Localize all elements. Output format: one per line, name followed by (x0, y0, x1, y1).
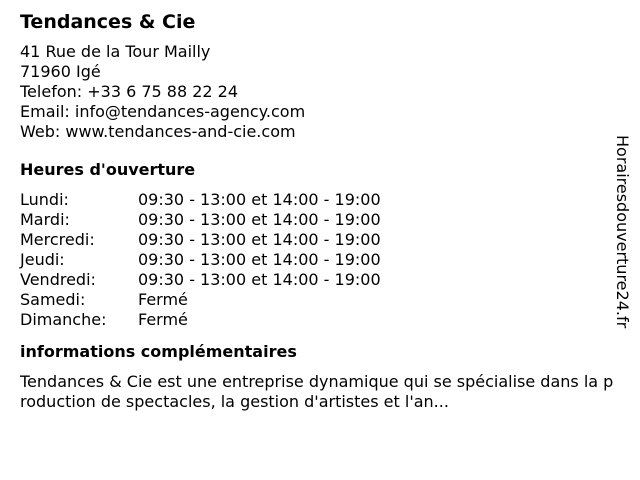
day-hours: 09:30 - 13:00 et 14:00 - 19:00 (138, 270, 381, 289)
hours-row-jeudi (20, 250, 381, 270)
business-card (20, 10, 616, 412)
day-hours: 09:30 - 13:00 et 14:00 - 19:00 (138, 190, 381, 209)
additional-info-heading: informations complémentaires (20, 342, 297, 361)
hours-row-vendredi (20, 270, 381, 290)
day-hours: 09:30 - 13:00 et 14:00 - 19:00 (138, 230, 381, 249)
day-hours: Fermé (138, 310, 188, 329)
day-hours: Fermé (138, 290, 188, 309)
day-hours: 09:30 - 13:00 et 14:00 - 19:00 (138, 210, 381, 229)
day-label: Vendredi: (20, 270, 96, 289)
day-label: Mardi: (20, 210, 70, 229)
opening-hours-heading: Heures d'ouverture (20, 160, 196, 179)
email-line: Email: info@tendances-agency.com (20, 102, 306, 121)
day-label: Dimanche: (20, 310, 107, 329)
day-label: Jeudi: (20, 250, 65, 269)
business-description: Tendances & Cie est une entreprise dynamique qui se spécialise dans la production de spectacles, la gestion d'artistes et l'an... (20, 372, 614, 411)
business-name: Tendances & Cie (20, 11, 196, 33)
phone-line: Telefon: +33 6 75 88 22 24 (20, 82, 239, 101)
day-label: Mercredi: (20, 230, 95, 249)
web-line: Web: www.tendances-and-cie.com (20, 122, 296, 141)
address-street: 41 Rue de la Tour Mailly (20, 42, 211, 61)
day-label: Samedi: (20, 290, 86, 309)
opening-hours-table (20, 190, 381, 330)
hours-row-lundi (20, 190, 381, 210)
hours-row-samedi (20, 290, 381, 310)
contact-block (20, 42, 616, 142)
hours-row-dimanche (20, 310, 381, 330)
hours-row-mardi (20, 210, 381, 230)
hours-row-mercredi (20, 230, 381, 250)
address-city: 71960 Igé (20, 62, 101, 81)
day-hours: 09:30 - 13:00 et 14:00 - 19:00 (138, 250, 381, 269)
day-label: Lundi: (20, 190, 69, 209)
site-watermark: Horairesdouverture24.fr (613, 135, 632, 329)
